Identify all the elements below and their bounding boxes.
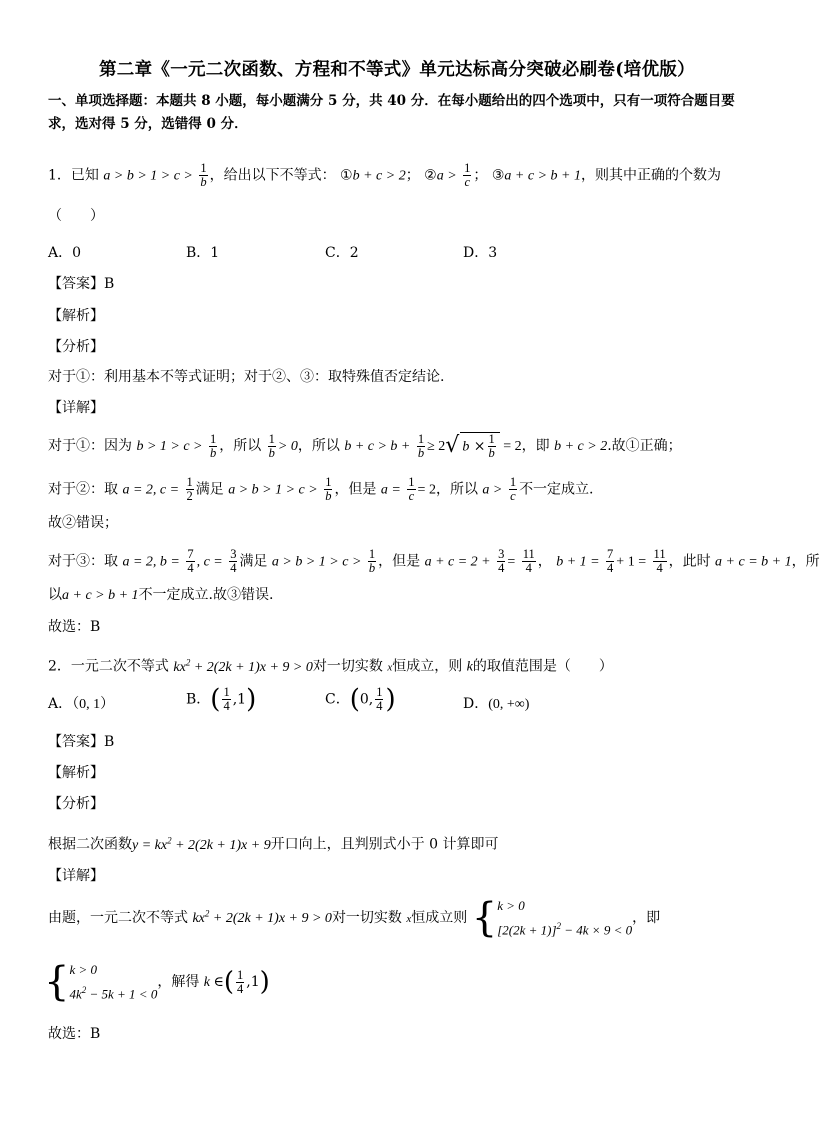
q1-option-c: C．2 bbox=[325, 245, 359, 261]
q1-detail-2: 对于②：取 a = 2, c = $\frac{1}{2}$ 满足 a > b > 1 > c > $\frac{1}{b}$ ，但是 a = $\frac{1}{c}$ = 2，所以 a > $\frac{1}{c}$ 不一定成立. bbox=[48, 475, 594, 503]
q1-condition: a > b > 1 > c > bbox=[103, 168, 193, 184]
fraction-1-over-b: $\frac{1}{b}$ bbox=[200, 161, 207, 189]
q1-detail-3-continued: 以a + c > b + 1不一定成立.故③错误. bbox=[48, 587, 274, 603]
section-intro-line-1: 一、单项选择题：本题共 8 小题，每小题满分 5 分，共 40 分．在每小题给出的四个选项中，只有一项符合题目要 bbox=[48, 93, 735, 109]
q1-answer: 【答案】B bbox=[48, 276, 115, 292]
q1-fenxi-heading: 【分析】 bbox=[48, 339, 104, 355]
q1-option-d: D．3 bbox=[463, 245, 498, 261]
q1-detail-3: 对于③：取 a = 2, b = $\frac{7}{4}$ , c = $\frac{3}{4}$ 满足 a > b > 1 > c > $\frac{1}{b}$ ，但是 a + c = 2 + $\frac{3}{4}$ = $\frac{11}{4}$ ， b + 1 = $\frac{7}{4}$ + 1 = $\frac{11}{4}$ ，此时 a + c = b + 1，所 bbox=[48, 547, 820, 575]
q2-fenxi-text: 根据二次函数$y = kx^2 + 2(2k + 1)x + 9$开口向上，且判别式小于 0 计算即可 bbox=[48, 835, 499, 853]
q1-detail-2-conclusion: 故②错误； bbox=[48, 515, 118, 531]
q1-fenxi-text: 对于①：利用基本不等式证明；对于②、③：取特殊值否定结论. bbox=[48, 369, 445, 385]
q2-option-c: C．(0, $\frac{1}{4}$ ) bbox=[325, 684, 396, 715]
q2-answer: 【答案】B bbox=[48, 734, 115, 750]
q1-paren: （ ） bbox=[48, 208, 104, 224]
q2-stem: 2．一元二次不等式 $kx^2 + 2(2k + 1)x + 9 > 0$对一切实数 x恒成立，则 k的取值范围是（ ） bbox=[48, 657, 613, 675]
q2-option-a: A．（0, 1） bbox=[48, 696, 115, 712]
section-intro-line-2: 求，选对得 5 分，选错得 0 分． bbox=[48, 116, 248, 132]
q2-detail-heading: 【详解】 bbox=[48, 868, 104, 884]
q2-analysis-heading: 【解析】 bbox=[48, 765, 104, 781]
q2-detail-2: {k > 0 $4k^2 - 5k + 1 < 0$，解得 k ∈( $\frac{1}{4}$ ,1) bbox=[44, 959, 270, 1006]
page-title: 第二章《一元二次函数、方程和不等式》单元达标高分突破必刷卷(培优版） bbox=[99, 60, 695, 80]
q1-option-b: B．1 bbox=[186, 245, 220, 261]
q1-choice: 故选：B bbox=[48, 619, 101, 635]
q1-ineq-3: ③a + c > b + 1 bbox=[491, 168, 581, 184]
q2-choice: 故选：B bbox=[48, 1026, 101, 1042]
q1-analysis-heading: 【解析】 bbox=[48, 308, 104, 324]
q1-option-a: A．0 bbox=[48, 245, 82, 261]
q2-option-d: D．(0, +∞) bbox=[463, 696, 530, 712]
q1-stem: 1．已知 a > b > 1 > c > $\frac{1}{b}$ ，给出以下不等式： ①b + c > 2； ②a > $\frac{1}{c}$ ； ③a + c > b + 1，则其中正确的个数为 bbox=[48, 161, 721, 189]
q2-detail-1: 由题，一元二次不等式 $kx^2 + 2(2k + 1)x + 9 > 0$对一切实数 x恒成立则 {k > 0 $[2(2k + 1)]^2 - 4k \times 9 < 0$，即 bbox=[48, 895, 661, 942]
q1-detail-1: 对于①：因为 b > 1 > c > $\frac{1}{b}$ ，所以 $\frac{1}{b}$ > 0，所以 b + c > b + $\frac{1}{b}$ ≥ 2√ b × $\frac{1}{b}$ = 2，即 b + c > 2.故①正确； bbox=[48, 431, 682, 460]
q2-fenxi-heading: 【分析】 bbox=[48, 796, 104, 812]
q2-option-b: B．( $\frac{1}{4}$ ,1) bbox=[186, 684, 257, 715]
q1-ineq-2: ②a > bbox=[424, 168, 457, 184]
q1-ineq-1: ①b + c > 2 bbox=[340, 168, 406, 184]
q1-detail-heading: 【详解】 bbox=[48, 400, 104, 416]
